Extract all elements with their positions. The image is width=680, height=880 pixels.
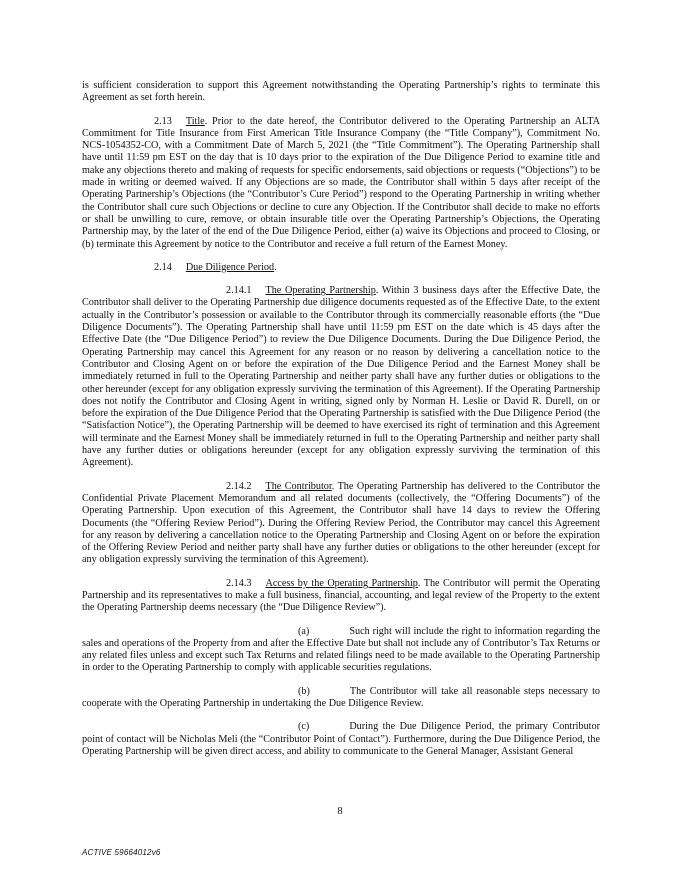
section-number: 2.14.1 (226, 285, 252, 297)
section-number: 2.14 (154, 261, 172, 273)
section-text: . Within 3 business days after the Effective Date, the Contributor shall deliver to the Operating Partnership due diligence documents requested as of the Effective Date, to the extent actually in the Contributor’s possession or available to the Contributor through its commercially reasonable efforts (the “Due Diligence Documents”). The Operating Partnership shall have until 11:59 pm EST on the date which is 45 days after the Effective Date (the “Due Diligence Period”) to review the Due Diligence Documents. During the Due Diligence Period, the Operating Partnership may cancel this Agreement for any reason or no reason by delivering a cancellation notice to the Contributor and Closing Agent on or before the expiration of the Due Diligence Period and the Earnest Money shall be immediately returned in full to the Operating Partnership and neither party shall have any further duties or obligations to the other hereunder (except for any obligation expressly surviving the termination of this Agreement). If the Operating Partnership does not notify the Contributor and Closing Agent in writing, signed only by Norman H. Leslie or David R. Durell, on or before the expiration of the Due Diligence Period that the Operating Partnership is satisfied with the Due Diligence Period (the “Satisfaction Notice”), the Operating Partnership will be deemed to have exercised its right of termination and this Agreement will terminate and the Earnest Money shall be immediately returned in full to the Operating Partnership and neither party shall have any further duties or obligations hereunder (except for any obligation expressly surviving the termination of this Agreement). (82, 285, 600, 469)
subsection-a (82, 626, 600, 675)
section-text: . Prior to the date hereof, the Contributor delivered to the Operating Partnership an ALTA Commitment for Title Insurance from First American Title Insurance Company (the “Title Company”), Commitment No. NCS-1054352-CO, with a Commitment Date of March 5, 2021 (the “Title Commitment”). The Operating Partnership shall have until 11:59 pm EST on the day that is 10 days prior to the expiration of the Due Diligence Period to examine title and make any objections thereto and making of requests for specific endorsements, said objections or requests (“Objections”) to be made in writing or deemed waived. If any Objections are so made, the Contributor shall within 5 days after receipt of the Operating Partnership’s Objections (the “Contributor’s Cure Period”) respond to the Operating Partnership in writing whether the Contributor shall cure such Objections or decline to cure any Objection. If the Contributor shall decide to make no efforts or shall be unwilling to cure, remove, or obtain insurable title over the Operating Partnership’s Objections, the Operating Partnership may, by the later of the end of the Due Diligence Period, either (a) waive its Objections and proceed to Closing, or (b) terminate this Agreement by notice to the Contributor and receive a full return of the Earnest Money. (82, 115, 600, 250)
section-2-13 (82, 116, 600, 251)
section-2-14-3 (82, 578, 600, 615)
section-2-14 (82, 262, 600, 274)
document-footer-id: ACTIVE 59664012v6 (82, 848, 161, 857)
section-2-14-1 (82, 285, 600, 469)
section-text: . The Contributor will permit the Operating Partnership and its representatives to make a full business, financial, accounting, and legal review of the Property to the extent the Operating Partnership deems necessary (the “Due Diligence Review”). (82, 577, 600, 614)
subsection-label: (c) (298, 721, 310, 733)
subsection-label: (a) (298, 625, 310, 637)
intro-paragraph: is sufficient consideration to support this Agreement notwithstanding the Operating Partnership’s rights to terminate this Agreement as set forth herein. (82, 80, 600, 104)
subsection-b (82, 686, 600, 711)
section-text: . The Operating Partnership has delivered to the Contributor the Confidential Private Placement Memorandum and all related documents (collectively, the “Offering Documents”) of the Operating Partnership. Upon execution of this Agreement, the Contributor shall have 14 days to review the Offering Documents (the “Offering Review Period”). During the Offering Review Period, the Contributor may cancel this Agreement for any reason by delivering a cancellation notice to the Operating Partnership and Closing Agent on or before the expiration of the Offering Review Period and neither party shall have any further duties or obligations to the other hereunder (except for any obligation expressly surviving the termination of this Agreement). (82, 480, 600, 566)
section-heading: Title (185, 115, 205, 127)
subsection-text: Such right will include the right to information regarding the sales and operations of the Property from and after the Effective Date but shall not include any of Contributor’s Tax Returns or any related files unless and except such Tax Returns and related filings need to be made available to the Operating Partnership in order to the Operating Partnership to comply with applicable securities regulations. (82, 625, 600, 674)
subsection-label: (b) (298, 685, 310, 697)
section-heading: Due Diligence Period (185, 261, 275, 273)
page-number: 8 (337, 806, 343, 817)
section-number: 2.13 (154, 115, 172, 127)
section-text: . (274, 261, 277, 273)
subsection-text: During the Due Diligence Period, the primary Contributor point of contact will be Nicholas Meli (the “Contributor Point of Contact”). Furthermore, during the Due Diligence Period, the Operating Partnership will be given direct access, and ability to communicate to the General Manager, Assistant General (82, 721, 600, 757)
document-body (82, 80, 600, 769)
subsection-text: The Contributor will take all reasonable steps necessary to cooperate with the Operating Partnership in undertaking the Due Diligence Review. (82, 685, 600, 710)
section-2-14-2 (82, 481, 600, 567)
section-heading: The Contributor (265, 480, 332, 492)
section-heading: Access by the Operating Partnership (265, 577, 418, 589)
section-heading: The Operating Partnership (265, 285, 376, 297)
subsection-c (82, 721, 600, 758)
section-number: 2.14.3 (226, 577, 252, 589)
section-number: 2.14.2 (226, 480, 252, 492)
